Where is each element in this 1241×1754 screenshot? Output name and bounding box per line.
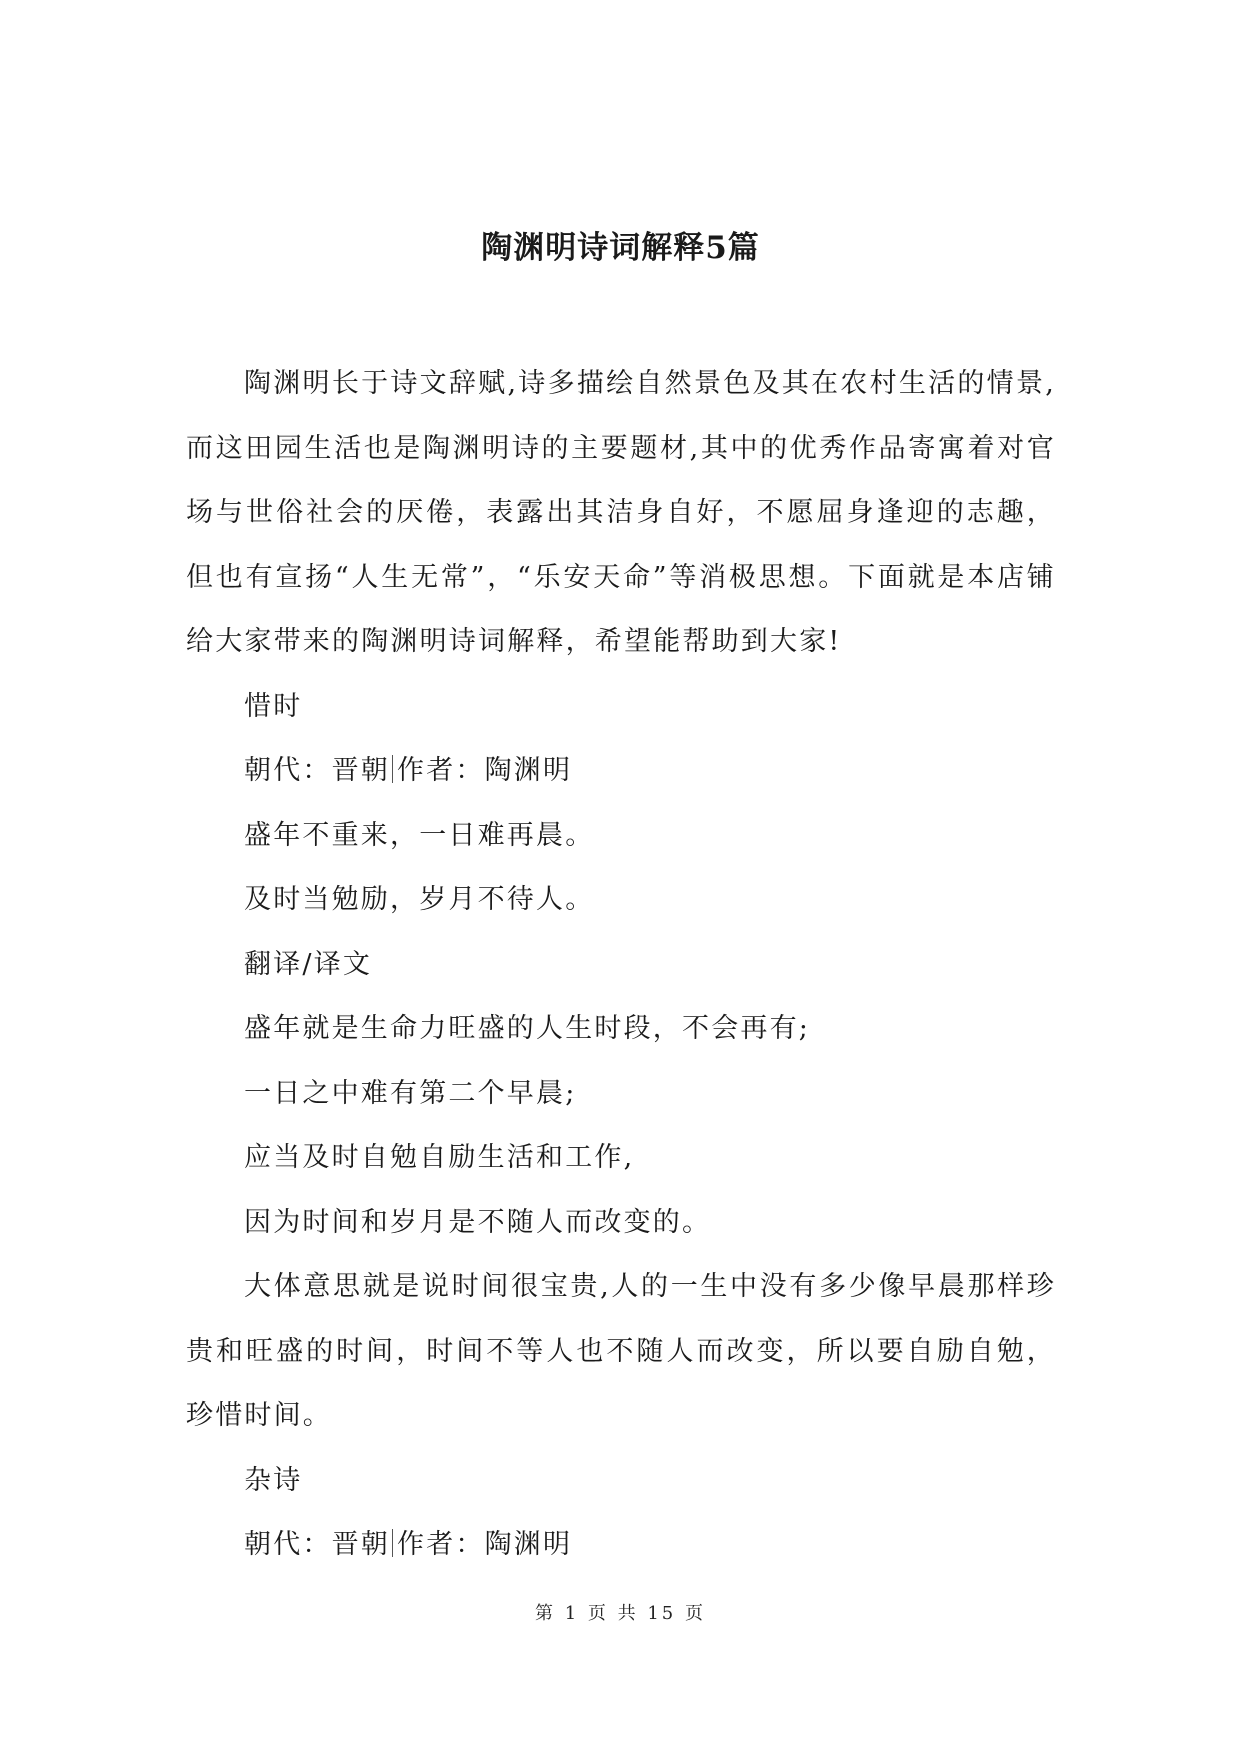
translation-line: 一日之中难有第二个早晨; bbox=[244, 1077, 577, 1109]
poem-author: 作者：陶渊明 bbox=[397, 755, 573, 786]
page-number: 第 1 页 共 15 页 bbox=[535, 1603, 706, 1624]
byline-separator bbox=[392, 755, 393, 783]
poem-line: 盛年不重来，一日难再晨。 bbox=[244, 819, 595, 851]
document-body bbox=[186, 352, 1056, 1578]
translation-line: 应当及时自勉自励生活和工作, bbox=[244, 1142, 635, 1173]
poem-dynasty: 朝代：晋朝 bbox=[244, 755, 390, 786]
translation-line: 因为时间和岁月是不随人而改变的。 bbox=[244, 1206, 712, 1238]
poem-title: 惜时 bbox=[244, 690, 303, 722]
poem-dynasty: 朝代：晋朝 bbox=[244, 1529, 390, 1560]
poem-title: 杂诗 bbox=[244, 1464, 303, 1496]
document-title: 陶渊明诗词解释5篇 bbox=[481, 230, 760, 266]
translation-heading: 翻译/译文 bbox=[244, 948, 373, 980]
poem-line: 及时当勉励，岁月不待人。 bbox=[244, 884, 595, 915]
poem-byline bbox=[186, 739, 1056, 804]
poem-author: 作者：陶渊明 bbox=[397, 1529, 573, 1560]
translation-line: 盛年就是生命力旺盛的人生时段，不会再有; bbox=[244, 1013, 811, 1044]
summary-paragraph: 大体意思就是说时间很宝贵,人的一生中没有多少像早晨那样珍贵和旺盛的时间，时间不等人也不随人而改变，所以要自励自勉，珍惜时间。 bbox=[186, 1271, 1056, 1431]
poem-byline bbox=[186, 1513, 1056, 1578]
byline-separator bbox=[392, 1529, 393, 1557]
intro-paragraph: 陶渊明长于诗文辞赋,诗多描绘自然景色及其在农村生活的情景,而这田园生活也是陶渊明诗的主要题材,其中的优秀作品寄寓着对官场与世俗社会的厌倦，表露出其洁身自好，不愿屈身逢迎的志趣，但也有宣扬“人生无常”，“乐安天命”等消极思想。下面就是本店铺给大家带来的陶渊明诗词解释，希望能帮助到大家! bbox=[186, 368, 1056, 657]
